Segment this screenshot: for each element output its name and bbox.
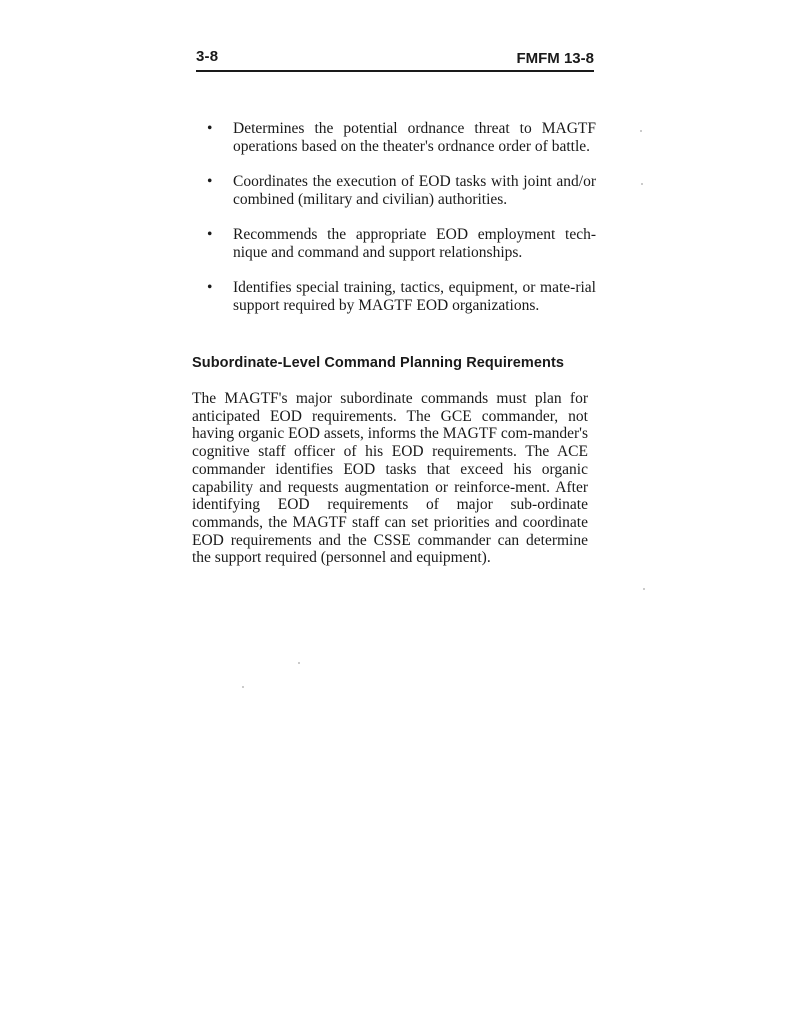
bullet-icon: • bbox=[207, 120, 213, 137]
list-item-text: Recommends the appropriate EOD employment tech-nique and command and support relationships. bbox=[233, 226, 596, 261]
bullet-icon: • bbox=[207, 279, 213, 296]
document-id: FMFM 13-8 bbox=[516, 50, 594, 67]
list-item-text: Determines the potential ordnance threat to MAGTF operations based on the theater's ordnance order of battle. bbox=[233, 120, 596, 155]
scan-speck bbox=[242, 686, 244, 688]
page-number: 3-8 bbox=[196, 48, 219, 65]
list-item-text: Identifies special training, tactics, equipment, or mate-rial support required by MAGTF EOD organizations. bbox=[233, 279, 596, 314]
scan-speck bbox=[641, 183, 643, 185]
scan-speck bbox=[640, 130, 642, 132]
scan-speck bbox=[643, 588, 645, 590]
bullet-icon: • bbox=[207, 173, 213, 190]
body-paragraph: The MAGTF's major subordinate commands must plan for anticipated EOD requirements. The GCE commander, not having organic EOD assets, informs the MAGTF com-mander's cognitive staff officer of his EOD requirements. The ACE commander identifies EOD tasks that exceed his organic capability and requests augmentation or reinforce-ment. After identifying EOD requirements of major sub-ordinate commands, the MAGTF staff can set priorities and coordinate EOD requirements and the CSSE commander can determine the support required (personnel and equipment). bbox=[192, 390, 588, 567]
scan-speck bbox=[298, 662, 300, 664]
page-header bbox=[196, 48, 594, 72]
list-item-text: Coordinates the execution of EOD tasks with joint and/or combined (military and civilian) authorities. bbox=[233, 173, 596, 208]
list-item bbox=[196, 120, 596, 155]
list-item bbox=[196, 226, 596, 261]
responsibilities-list bbox=[196, 120, 596, 332]
list-item bbox=[196, 279, 596, 314]
list-item bbox=[196, 173, 596, 208]
section-heading: Subordinate-Level Command Planning Requirements bbox=[192, 355, 565, 371]
bullet-icon: • bbox=[207, 226, 213, 243]
